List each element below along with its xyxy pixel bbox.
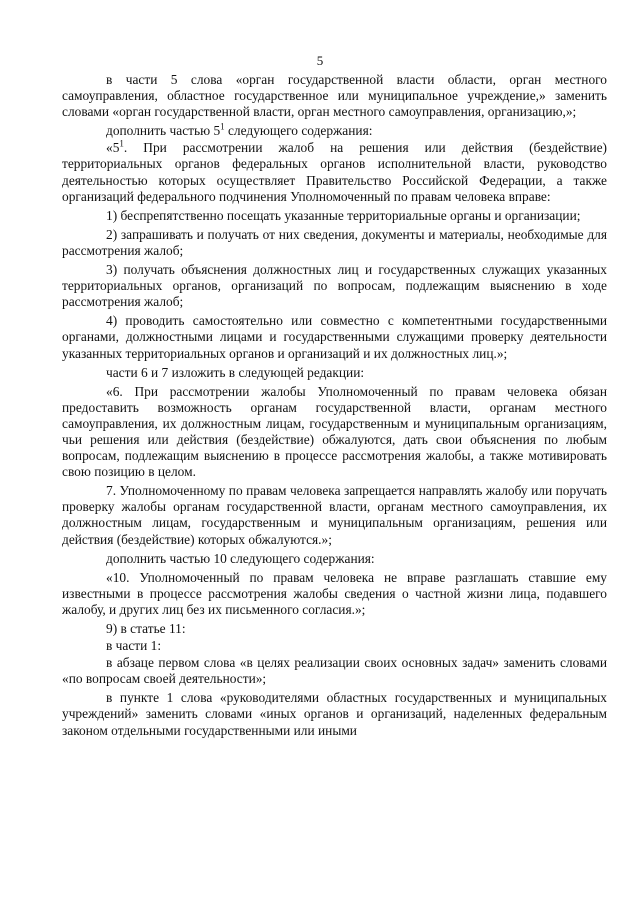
superscript: 1 [220, 121, 225, 132]
list-item-2: 2) запрашивать и получать от них сведения, документы и материалы, необходимые для рассмотрения жалоб; [62, 226, 607, 258]
paragraph-part5-amendment: в части 5 слова «орган государственной власти области, орган местного самоуправления, областное государственное или муниципальное учреждение,» заменить словами «орган государственной власти, орган местного самоуправления, организацию,»; [62, 72, 607, 120]
paragraph-parts6-7-heading: части 6 и 7 изложить в следующей редакции: [106, 364, 365, 380]
page-number: 5 [316, 53, 324, 68]
superscript: 1 [119, 138, 124, 149]
paragraph-text: следующего содержания: [224, 123, 373, 139]
paragraph-point1: в пункте 1 слова «руководителями областных государственных и муниципальных учреждений» заменить словами «иных органов и организаций, наделенных федеральным законом отдельными государственными или иными [62, 690, 607, 738]
list-item-1: 1) беспрепятственно посещать указанные территориальные органы и организации; [106, 207, 581, 223]
paragraph-part10: «10. Уполномоченный по правам человека не вправе разглашать ставшие ему известными в процессе рассмотрения жалобы сведения о частной жизни лица, подавшего жалобу, и других лиц без их письменного согласия.»; [62, 569, 607, 617]
paragraph-first-abzac: в абзаце первом слова «в целях реализации своих основных задач» заменить словами «по вопросам своей деятельности»; [62, 655, 607, 687]
paragraph-article11: 9) в статье 11: [106, 621, 186, 636]
paragraph-part7: 7. Уполномоченному по правам человека запрещается направлять жалобу или поручать проверку жалобы органам государственной власти, органам местного самоуправления, их должностным лицам, государственным и муниципальным организациям, решения или действия (бездействие) которых обжалуются.»; [62, 483, 607, 547]
paragraph-article11-part1: в части 1: [106, 638, 162, 654]
paragraph-add-part10: дополнить частью 10 следующего содержания: [106, 550, 375, 566]
list-item-4: 4) проводить самостоятельно или совместно с компетентными государственными органами, должностными лицами и государственными служащими проверку деятельности указанных территориальных органов и организаций и их должностных лиц.»; [62, 313, 607, 361]
list-item-3: 3) получать объяснения должностных лиц и государственных служащих указанных территориальных органов, организаций по вопросам, подлежащим выяснению в ходе рассмотрения жалоб; [62, 262, 607, 310]
paragraph-text: дополнить частью 5 [106, 123, 221, 139]
paragraph-part6: «6. При рассмотрении жалобы Уполномоченный по правам человека обязан предоставить возможность органам государственной власти, органам местного самоуправления, их должностным лицам, государственным и муниципальным организациям, чьи решения или действия (бездействие) обжалуются, дать свои объяснения по любым вопросам, подлежащим выяснению в процессе рассмотрения жалобы, а также мотивировать свою позицию в целом. [62, 383, 607, 480]
document-body [62, 72, 607, 742]
paragraph-text: . При рассмотрении жалоб на решения или действия (бездействие) территориальных органов федеральных органов исполнительной власти, руководство деятельностью которых осуществляет Правительство Российской Федерации, а также организаций федерального подчинения Уполномоченный по правам человека вправе: [62, 140, 607, 204]
paragraph-part5-1-text [62, 140, 607, 204]
paragraph-add-part5-1 [62, 123, 607, 139]
paragraph-text: «5 [106, 140, 120, 156]
